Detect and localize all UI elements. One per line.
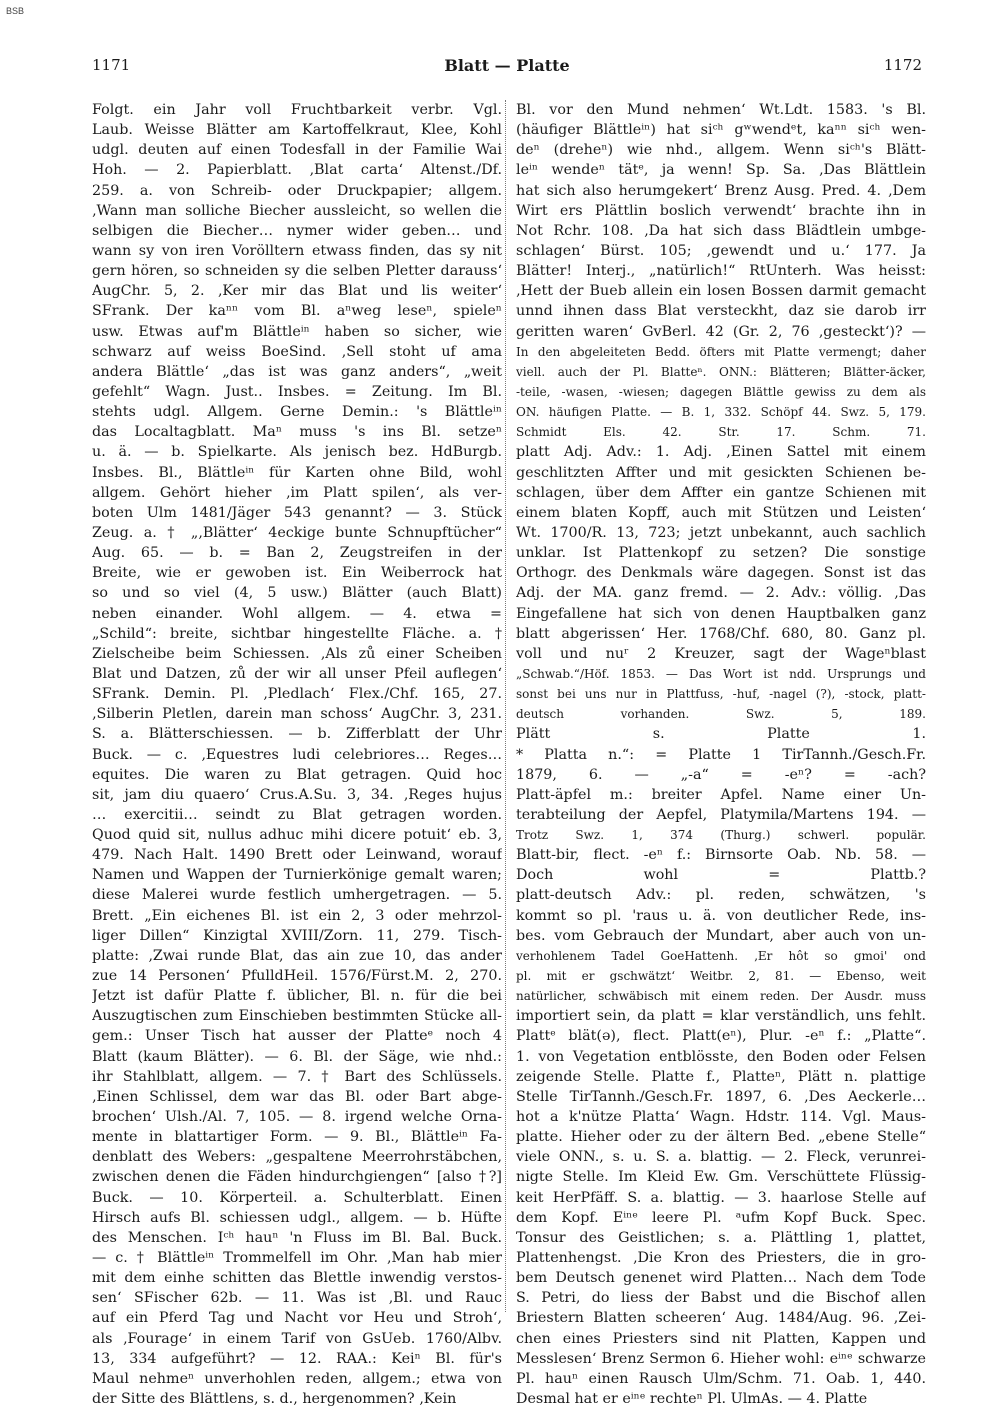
page-number-left: 1171 [92,56,131,74]
text-line: „Schild“: breite, sichtbar hingestellte Fläche. a. † [92,625,502,642]
text-line: Orthogr. des Denkmals wäre dagegen. Sonst ist das [516,565,926,582]
text-line: voll und nuʳ 2 Kreuzer, sagt der Wageⁿblast [516,645,926,662]
text-line: hot a k'nütze Platta‘ Wagn. Hdstr. 114. Vgl. Maus- [516,1109,926,1126]
text-line: „Schwab.“/Höf. 1853. — Das Wort ist ndd. Ursprungs und [516,666,926,681]
text-line: liger Dillen“ Kinzigtal XVIII/Zorn. 11, 279. Tisch- [92,927,502,944]
text-line: geschlitzten Affter und mit gesickten Schienen be- [516,464,926,481]
text-line: Buck. — 10. Körperteil. a. Schulterblatt. Einen [92,1189,502,1206]
text-line: selbigen die Biecher… nymer wider geben… und [92,222,502,239]
text-line: SFrank. Demin. Pl. ‚Pledlach‘ Flex./Chf. 165, 27. [92,686,502,703]
text-line: Aug. 65. — b. = Ban 2, Zeugstreifen in der [92,545,502,562]
text-line: gem.: Unser Tisch hat ausser der Platteᵉ noch 4 [92,1028,502,1045]
text-line: einem blaten Kopff, auch mit Stützen und Leisten‘ [516,504,926,521]
text-line: Messlesen‘ Brenz Sermon 6. Hieher wohl: eⁱⁿᵉ schwarze [516,1350,926,1367]
page-number-right: 1172 [883,56,922,74]
text-line: Briestern Blatten scheeren‘ Aug. 1484/Aug. 96. ‚Zei- [516,1310,926,1327]
text-line: des Menschen. Iᶜʰ hauⁿ 'n Fluss im Bl. Bal. Buck. [92,1229,502,1246]
text-line: so und so viel (4, 5 usw.) Blätter (auch Blatt) [92,585,502,602]
text-line: viell. auch der Pl. Blatteⁿ. ONN.: Blätteren; Blätter-äcker, [516,364,926,379]
text-line: unklar. Ist Plattenkopf zu setzen? Die sonstige [516,545,926,562]
text-line: Schmidt Els. 42. Str. 17. Schm. 71. [516,425,926,440]
right-column [516,100,926,1409]
text-line: terabteilung der Aepfel, Platymila/Martens 194. — [516,806,926,823]
text-line: deⁿ (dreheⁿ) wie nhd., allgem. Wenn siᶜʰ's Blätt- [516,142,926,159]
text-line: platt Adj. Adv.: 1. Adj. ‚Einen Sattel mit einem [516,444,926,461]
text-line: neben einander. Wohl allgem. — 4. etwa = [92,605,502,622]
text-line: 259. a. von Schreib- oder Druckpapier; allgem. [92,182,502,199]
text-line: ‚Silberin Pletlen, darein man schoss‘ AugChr. 3, 231. [92,706,502,723]
text-line: bem Deutsch genenet wird Platten… Nach dem Tode [516,1270,926,1287]
text-line: ‚Hett der Bueb allein ein losen Bossen darmit gemacht [516,283,926,300]
text-line: schwarz auf weiss BoeSind. ‚Sell stoht uf ama [92,343,502,360]
text-line: deutsch vorhanden. Swz. 5, 189. [516,707,926,722]
text-line: Jetzt ist dafür Platte f. üblicher, Bl. n. für die bei [92,988,502,1005]
page-header [92,56,922,82]
text-line: leⁱⁿ wendeⁿ tätᵉ, ja wenn! Sp. Sa. ‚Das Blättlein [516,162,926,179]
text-line: zeigende Stelle. Platte f., Platteⁿ, Plätt n. plattige [516,1068,926,1085]
text-line: Insbes. Bl., Blättleⁱⁿ für Karten ohne Bild, wohl [92,464,502,481]
running-title: Blatt — Platte [444,56,570,75]
text-line: geritten waren‘ GvBerl. 42 (Gr. 2, 76 ‚gesteckt‘)? — [516,323,926,340]
text-line: * Platta n.“: = Platte 1 TirTannh./Gesch.Fr. [516,746,926,763]
text-line: Pl. hauⁿ einen Rausch Ulm/Schm. 71. Oab. 1, 440. [516,1370,926,1387]
text-line: Hoh. — 2. Papierblatt. ‚Blat carta‘ Altenst./Df. [92,162,502,179]
text-line: gern hören, so schneiden sy die selben Pletter darauss‘ [92,263,502,280]
text-line: Breite, wie er gewoben ist. Ein Weiberrock hat [92,565,502,582]
text-line: 479. Nach Halt. 1490 Brett oder Leinwand, worauf [92,847,502,864]
text-line: sonst bei uns nur in Plattfuss, -huf, -nagel (?), -stock, platt- [516,687,926,702]
text-line: Zeug. a. † „‚Blätter‘ 4eckige bunte Schnupftücher“ [92,524,502,541]
text-line: der Sitte des Blättlens, s. d., hergenommen? ‚Kein [92,1391,457,1407]
text-line: auf ein Pferd Tag und Nacht vor Heu und Stroh‘, [92,1310,502,1327]
text-line: als ‚Fourage‘ in einem Tarif von GsUeb. 1760/Albv. [92,1330,502,1347]
text-line: denblatt des Webers: „gespaltene Meerrohrstäbchen, [92,1149,502,1166]
text-line: chen eines Priesters sind nit Platten, Kappen und [516,1330,926,1347]
text-line: platte. Hieher oder zu der ältern Bed. „ebene Stelle“ [516,1129,926,1146]
text-line: — c. † Blättleⁱⁿ Trommelfell im Ohr. ‚Man hab mier [92,1250,502,1267]
text-line: nigte Stelle. Im Kleid Ew. Gm. Verschüttete Flüssig- [516,1169,926,1186]
text-line: equites. Die waren zu Blat getragen. Quid hoc [92,766,502,783]
text-line: ‚Wann man solliche Biecher aussleicht, so wellen die [92,202,502,219]
text-line: schlagen, über dem Affter ein gantze Schienen mit [516,484,926,501]
library-stamp: BSB [6,6,25,16]
text-line: Zielscheibe beim Schiessen. ‚Als zů einer Scheiben [92,645,502,662]
text-line: u. ä. — b. Spielkarte. Als jenisch bez. HdBurgb. [92,444,502,461]
text-line: … exercitii… seindt zu Blat getragen worden. [92,806,502,823]
text-line: udgl. deuten auf einen Todesfall in der Familie Wai [92,142,502,159]
text-line: natürlicher, schwäbisch mit einem reden. Der Ausdr. muss [516,989,926,1004]
text-line: 13, 334 aufgeführt? — 12. RAA.: Keiⁿ Bl. für's [92,1350,502,1367]
text-line: Auszugtischen zum Einschieben bestimmten Stücke all- [92,1008,502,1025]
text-line: 1. von Vegetation entblösste, den Boden oder Felsen [516,1048,926,1065]
text-line: verhohlenem Tadel GoeHattenh. ‚Er hôt so gmoi' ond [516,948,926,963]
text-line: 1879, 6. — „-a“ = -eⁿ? = -ach? [516,766,926,783]
text-line: andera Blättle‘ „das ist was ganz anders“, „weit [92,363,502,380]
text-line: sen‘ SFischer 62b. — 11. Was ist ‚Bl. und Rauc [92,1290,502,1307]
text-line: platt-deutsch Adv.: pl. reden, schwätzen, 's [516,887,926,904]
text-line: Wt. 1700/R. 13, 723; jetzt unbekannt, auch sachlich [516,524,926,541]
left-column [92,100,502,1409]
text-line: allgem. Gehört hieher ‚im Platt spilen‘, als ver- [92,484,502,501]
text-line: Maul nehmeⁿ unverhohlen reden, allgem.; etwa von [92,1370,502,1387]
text-line: Platt-äpfel m.: breiter Apfel. Name einer Un- [516,786,926,803]
text-line: hat sich also herumgekert‘ Brenz Ausg. Pred. 4. ‚Dem [516,182,926,199]
text-line: S. a. Blätterschiessen. — b. Zifferblatt der Uhr [92,726,502,743]
text-line: Quod quid sit, nullus adhuc mihi dicere potuit‘ eb. 3, [92,827,502,844]
text-line: Stelle TirTannh./Gesch.Fr. 1897, 6. ‚Des Aeckerle… [516,1088,926,1105]
text-line: bes. vom Gebrauch der Mundart, aber auch von un- [516,927,926,944]
text-line: mit dem einhe schitten das Blettle inwendig verstos- [92,1270,502,1287]
text-line: platte: ‚Zwai runde Blat, das ain zue 10, das ander [92,947,502,964]
text-line: importiert sein, da platt = klar verständlich, uns fehlt. [516,1008,926,1025]
text-line: -teile, -wasen, -wiesen; dagegen Blättle gewiss zu dem als [516,384,926,399]
text-line: Laub. Weisse Blätter am Kartoffelkraut, Klee, Kohl [92,122,502,139]
text-line: ON. häufigen Platte. — B. 1, 332. Schöpf 44. Swz. 5, 179. [516,405,926,420]
text-line: SFrank. Der kaⁿⁿ vom Bl. aⁿweg leseⁿ, spieleⁿ [92,303,502,320]
text-line: Blatt-bir, flect. -eⁿ f.: Birnsorte Oab. Nb. 58. — [516,847,926,864]
text-line: stehts udgl. Allgem. Gerne Demin.: 's Blättleⁱⁿ [92,404,502,421]
text-line: schlagen‘ Bürst. 105; ‚gewendt und u.‘ 177. Ja [516,242,926,259]
text-line: Wirt ers Plättlin boslich verwendt‘ brachte ihn in [516,202,926,219]
text-line: Desmal hat er eⁱⁿᵉ rechteⁿ Pl. UlmAs. — 4. Platte [516,1391,868,1407]
text-line: unnd ihnen dass Blat versteckht, daz sie darob irr [516,303,926,320]
text-line: Hirsch aufs Bl. schiessen udgl., allgem. — b. Hüfte [92,1209,502,1226]
text-line: Bl. vor den Mund nehmen‘ Wt.Ldt. 1583. 's Bl. [516,102,926,118]
text-line: sit, jam diu quaero‘ Crus.A.Su. 3, 34. ‚Reges hujus [92,786,502,803]
text-line: In den abgeleiteten Bedd. öfters mit Platte vermengt; daher [516,344,926,359]
text-line: boten Ulm 1481/Jäger 543 genannt? — 3. Stück [92,504,502,521]
text-line: Not Rchr. 108. ‚Da hat sich dass Blädtlein umbge- [516,222,926,239]
text-line: S. Petri, do liess der Babst und die Bischof allen [516,1290,926,1307]
text-line: Plätt s. Platte 1. [516,726,926,743]
text-line: zue 14 Personen‘ PfulldHeil. 1576/Fürst.M. 2, 270. [92,968,502,985]
text-line: Folgt. ein Jahr voll Fruchtbarkeit verbr. Vgl. [92,102,502,118]
text-line: mente in blattartiger Form. — 9. Bl., Blättleⁱⁿ Fa- [92,1129,502,1146]
column-divider [505,100,506,1312]
text-line: Blatt (kaum Blätter). — 6. Bl. der Säge, wie nhd.: [92,1048,502,1065]
text-line: AugChr. 5, 2. ‚Ker mir das Blat und lis weiter‘ [92,283,502,300]
text-line: (häufiger Blättleⁱⁿ) hat siᶜʰ gʷwendᵉt, kaⁿⁿ siᶜʰ wen- [516,122,926,139]
text-line: Doch wohl = Plattb.? [516,867,926,884]
text-line: pl. mit er gschwätzt‘ Weitbr. 2, 81. — Ebenso, weit [516,969,926,984]
text-line: Tonsur des Geistlichen; s. a. Plättling 1, plattet, [516,1229,926,1246]
text-line: Adj. der MA. ganz fremd. — 2. Adv.: völlig. ‚Das [516,585,926,602]
text-line: Brett. „Ein eichenes Bl. ist ein 2, 3 oder mehrzol- [92,907,502,924]
text-line: blatt abgerissen‘ Her. 1768/Chf. 680, 80. Ganz pl. [516,625,926,642]
text-line: Namen und Wappen der Turnierkönige gemalt waren; [92,867,502,884]
text-line: usw. Etwas auf'm Blättleⁱⁿ haben so sicher, wie [92,323,502,340]
text-line: brochen‘ Ulsh./Al. 7, 105. — 8. irgend welche Orna- [92,1109,502,1126]
text-line: gefehlt“ Wagn. Just.. Insbes. = Zeitung. Im Bl. [92,383,502,400]
text-line: dem Kopf. Eⁱⁿᵉ leere Pl. ᵃufm Kopf Buck. Spec. [516,1209,926,1226]
text-line: Plattenhengst. ‚Die Kron des Priesters, die in gro- [516,1250,926,1267]
text-line: Blat und Datzen, zů der wir all unser Pfeil auflegen‘ [92,665,502,682]
text-line: das Localtagblatt. Maⁿ muss 's ins Bl. setzeⁿ [92,424,502,441]
text-line: Eingefallene hat sich von denen Hauptbalken ganz [516,605,926,622]
text-line: Buck. — c. ‚Equestres ludi celebriores… Reges… [92,746,502,763]
text-line: ‚Einen Schlissel, dem war das Bl. oder Bart abge- [92,1088,502,1105]
text-line: wann sy von iren Vorölltern etwass finden, das sy nit [92,242,502,259]
text-line: ihr Stahlblatt, allgem. — 7. † Bart des Schlüssels. [92,1068,502,1085]
text-line: diese Malerei wurde festlich umhergetragen. — 5. [92,887,502,904]
text-line: zwischen denen die Fäden hindurchgiengen“ [also †?] [92,1169,502,1186]
text-line: keit HerPfäff. S. a. blattig. — 3. haarlose Stelle auf [516,1189,926,1206]
text-line: Plattᵉ blät(ə), flect. Platt(eⁿ), Plur. -eⁿ f.: „Platte“. [516,1028,926,1045]
text-line: kommt so pl. 'raus u. ä. von deutlicher Rede, ins- [516,907,926,924]
text-line: Blätter! Interj., „natürlich!“ RtUnterh. Was heisst: [516,263,926,280]
text-line: Trotz Swz. 1, 374 (Thurg.) schwerl. populär. [516,828,926,843]
text-line: viele ONN., s. u. S. a. blattig. — 2. Fleck, verunrei- [516,1149,926,1166]
